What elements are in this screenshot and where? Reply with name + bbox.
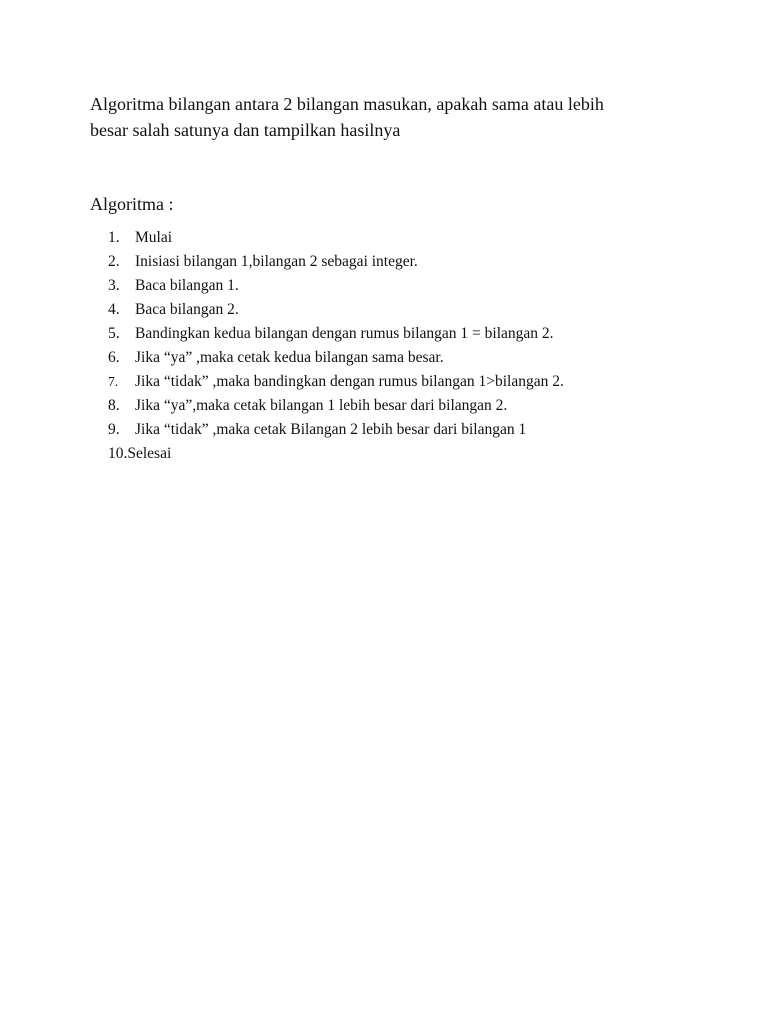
- intro-line-1: Algoritma bilangan antara 2 bilangan masukan, apakah sama atau lebih: [90, 94, 604, 114]
- step-text: Jika “tidak” ,maka bandingkan dengan rumus bilangan 1>bilangan 2.: [135, 373, 564, 390]
- list-item: [108, 370, 564, 394]
- step-number: 1.: [108, 229, 120, 246]
- step-number: 6.: [108, 349, 120, 366]
- list-item: [108, 274, 564, 298]
- step-text: Baca bilangan 2.: [135, 301, 239, 318]
- step-text: Jika “ya”,maka cetak bilangan 1 lebih besar dari bilangan 2.: [135, 397, 508, 414]
- step-text: Jika “tidak” ,maka cetak Bilangan 2 lebih besar dari bilangan 1: [135, 421, 527, 438]
- step-text: Selesai: [127, 445, 172, 462]
- list-item: [108, 418, 564, 442]
- step-text: Bandingkan kedua bilangan dengan rumus bilangan 1 = bilangan 2.: [135, 325, 554, 342]
- list-item: [108, 394, 564, 418]
- algorithm-heading: Algoritma :: [90, 194, 174, 214]
- step-number: 7.: [108, 374, 119, 389]
- list-item: [108, 346, 564, 370]
- algorithm-steps-list: [108, 226, 564, 466]
- list-item: [108, 226, 564, 250]
- step-text: Inisiasi bilangan 1,bilangan 2 sebagai integer.: [135, 253, 418, 270]
- step-number: 10.: [108, 445, 128, 462]
- intro-paragraph: [90, 91, 690, 143]
- step-number: 9.: [108, 421, 120, 438]
- list-item: [108, 442, 564, 466]
- step-text: Mulai: [135, 229, 173, 246]
- step-number: 2.: [108, 253, 120, 270]
- list-item: [108, 250, 564, 274]
- step-number: 4.: [108, 301, 120, 318]
- step-text: Jika “ya” ,maka cetak kedua bilangan sama besar.: [135, 349, 444, 366]
- list-item: [108, 298, 564, 322]
- step-number: 5.: [108, 325, 120, 342]
- intro-line-2: besar salah satunya dan tampilkan hasilnya: [90, 120, 401, 140]
- step-number: 8.: [108, 397, 120, 414]
- step-text: Baca bilangan 1.: [135, 277, 239, 294]
- list-item: [108, 322, 564, 346]
- step-number: 3.: [108, 277, 120, 294]
